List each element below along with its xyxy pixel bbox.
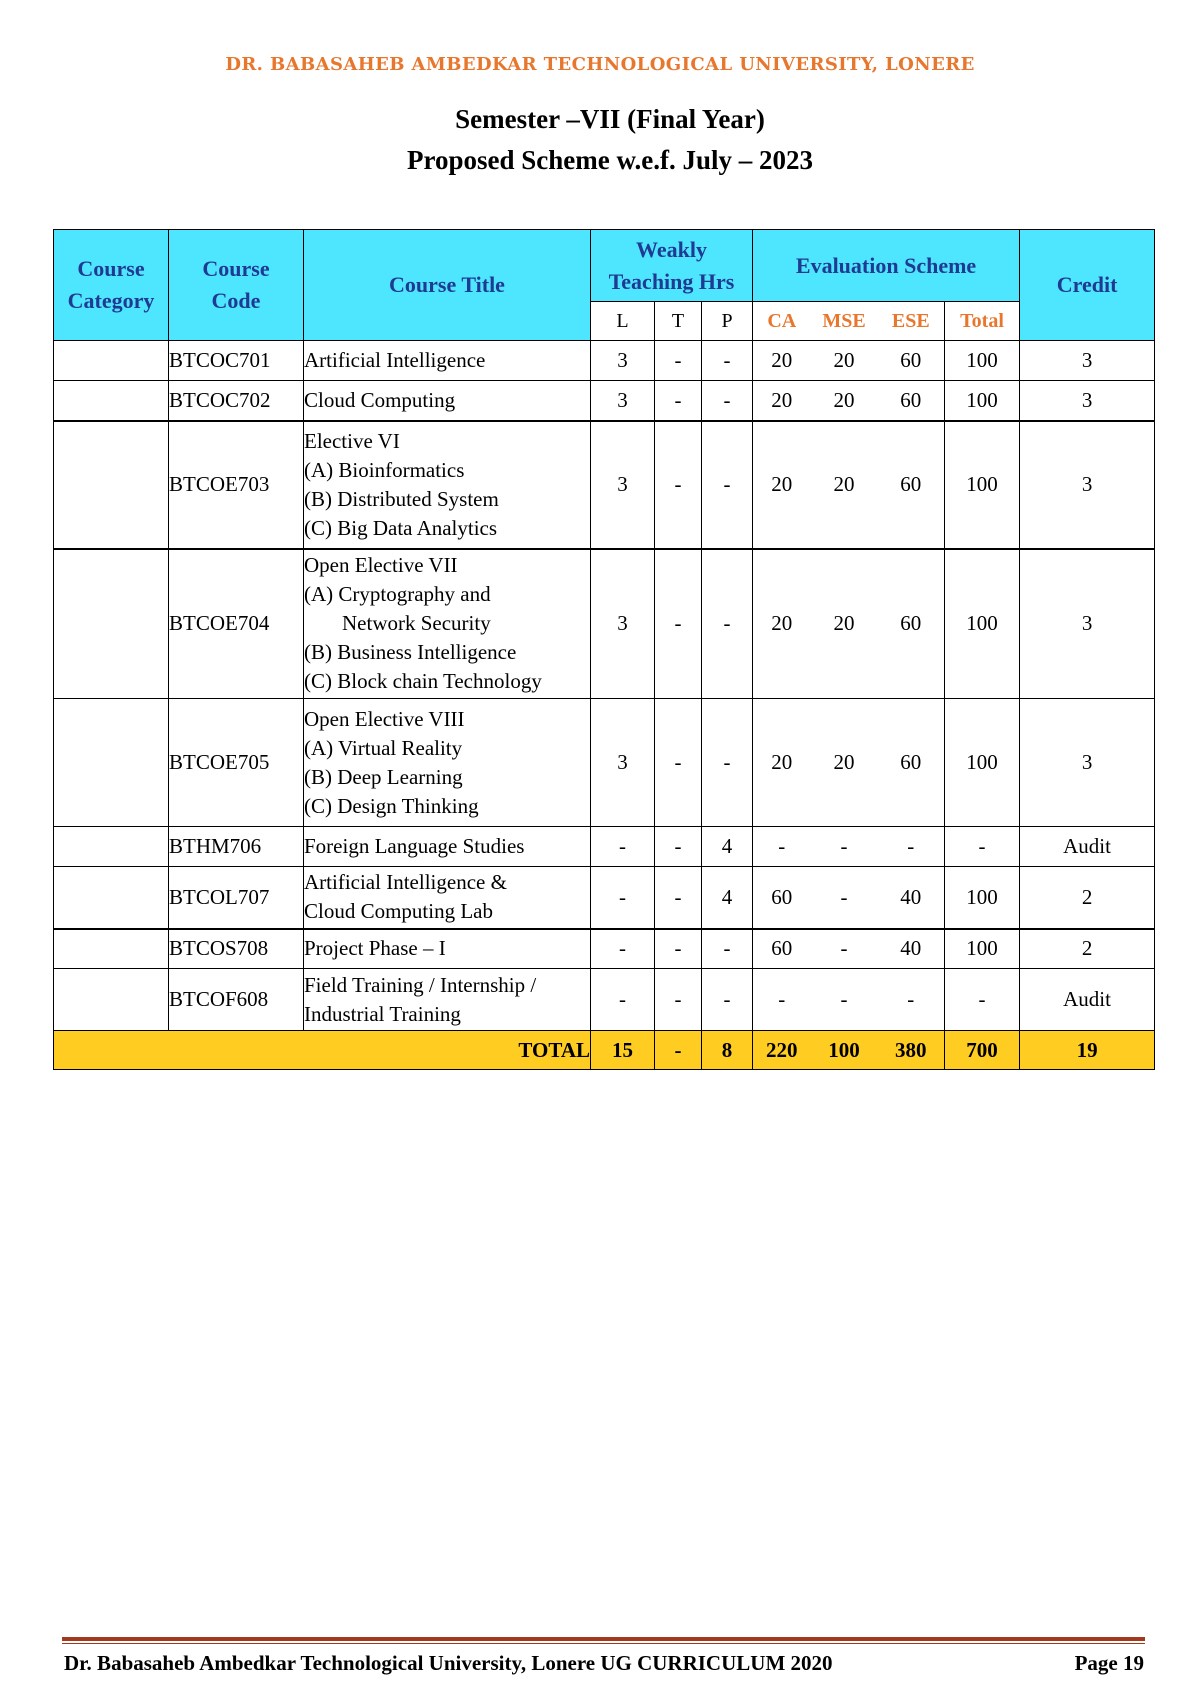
course-code: BTCOC702 [169, 381, 304, 421]
total-total: 700 [945, 1031, 1020, 1070]
credit: Audit [1020, 827, 1155, 867]
hours-p: - [702, 381, 753, 421]
hours-l: 3 [591, 341, 655, 381]
eval-ese: 60 [878, 699, 945, 827]
course-code: BTCOF608 [169, 969, 304, 1031]
eval-ese: 60 [878, 381, 945, 421]
course-title: Open Elective VII (A) Cryptography and Network Security (B) Business Intelligence (C) Block chain Technology [304, 549, 591, 699]
course-category [54, 699, 169, 827]
header-course-category: Course Category [54, 230, 169, 341]
total-mse: 100 [811, 1031, 878, 1070]
header-total: Total [945, 302, 1020, 341]
total-credit: 19 [1020, 1031, 1155, 1070]
eval-mse: 20 [811, 699, 878, 827]
table-row [54, 699, 1155, 827]
header-teaching-hours: Weakly Teaching Hrs [591, 230, 753, 302]
hours-t: - [655, 341, 702, 381]
header-p: P [702, 302, 753, 341]
hours-p: 4 [702, 827, 753, 867]
eval-mse: - [811, 827, 878, 867]
course-title: Project Phase – I [304, 929, 591, 969]
course-category [54, 867, 169, 929]
course-title: Artificial Intelligence [304, 341, 591, 381]
table-row [54, 549, 1155, 699]
course-scheme-table [53, 229, 1155, 1070]
credit: Audit [1020, 969, 1155, 1031]
hours-l: - [591, 929, 655, 969]
course-code: BTCOS708 [169, 929, 304, 969]
table-row [54, 381, 1155, 421]
hours-l: 3 [591, 381, 655, 421]
table-row [54, 827, 1155, 867]
course-code: BTCOL707 [169, 867, 304, 929]
header-ese: ESE [878, 302, 945, 341]
eval-total: - [945, 827, 1020, 867]
total-ca: 220 [753, 1031, 811, 1070]
eval-ese: - [878, 827, 945, 867]
semester-title: Semester –VII (Final Year) [455, 104, 765, 134]
eval-ese: 60 [878, 421, 945, 549]
eval-total: 100 [945, 929, 1020, 969]
course-title: Foreign Language Studies [304, 827, 591, 867]
course-category [54, 549, 169, 699]
header-course-title: Course Title [304, 230, 591, 341]
eval-ese: 60 [878, 549, 945, 699]
footer-rule [62, 1637, 1145, 1641]
course-title: Elective VI (A) Bioinformatics (B) Distributed System (C) Big Data Analytics [304, 421, 591, 549]
eval-ese: - [878, 969, 945, 1031]
course-code: BTCOE704 [169, 549, 304, 699]
hours-t: - [655, 381, 702, 421]
eval-total: 100 [945, 381, 1020, 421]
page-number: Page 19 [1074, 1651, 1144, 1675]
course-category [54, 421, 169, 549]
hours-l: 3 [591, 549, 655, 699]
eval-total: 100 [945, 867, 1020, 929]
eval-total: 100 [945, 699, 1020, 827]
credit: 3 [1020, 421, 1155, 549]
eval-ca: - [753, 827, 811, 867]
total-ese: 380 [878, 1031, 945, 1070]
hours-p: - [702, 969, 753, 1031]
hours-p: - [702, 341, 753, 381]
header-course-code: Course Code [169, 230, 304, 341]
header-mse: MSE [811, 302, 878, 341]
hours-l: 3 [591, 421, 655, 549]
hours-p: - [702, 421, 753, 549]
eval-mse: 20 [811, 421, 878, 549]
hours-l: - [591, 867, 655, 929]
course-code: BTCOE705 [169, 699, 304, 827]
eval-ca: 20 [753, 341, 811, 381]
eval-ese: 60 [878, 341, 945, 381]
total-t: - [655, 1031, 702, 1070]
header-credit: Credit [1020, 230, 1155, 341]
hours-l: - [591, 969, 655, 1031]
eval-ca: 20 [753, 421, 811, 549]
table-row [54, 341, 1155, 381]
course-title: Open Elective VIII (A) Virtual Reality (B) Deep Learning (C) Design Thinking [304, 699, 591, 827]
eval-mse: 20 [811, 381, 878, 421]
eval-total: 100 [945, 549, 1020, 699]
course-category [54, 827, 169, 867]
eval-mse: - [811, 969, 878, 1031]
university-header: DR. BABASAHEB AMBEDKAR TECHNOLOGICAL UNIVERSITY, LONERE [225, 54, 975, 75]
hours-l: - [591, 827, 655, 867]
eval-total: 100 [945, 341, 1020, 381]
course-category [54, 381, 169, 421]
hours-p: - [702, 929, 753, 969]
hours-p: - [702, 699, 753, 827]
credit: 2 [1020, 929, 1155, 969]
course-title: Artificial Intelligence & Cloud Computing Lab [304, 867, 591, 929]
table-row [54, 929, 1155, 969]
course-category [54, 969, 169, 1031]
hours-t: - [655, 929, 702, 969]
credit: 2 [1020, 867, 1155, 929]
hours-t: - [655, 827, 702, 867]
eval-mse: 20 [811, 341, 878, 381]
hours-p: - [702, 549, 753, 699]
table-row [54, 867, 1155, 929]
header-l: L [591, 302, 655, 341]
course-code: BTCOC701 [169, 341, 304, 381]
eval-ese: 40 [878, 929, 945, 969]
eval-ca: 20 [753, 699, 811, 827]
credit: 3 [1020, 341, 1155, 381]
course-code: BTCOE703 [169, 421, 304, 549]
table-row [54, 421, 1155, 549]
eval-ca: 60 [753, 867, 811, 929]
hours-p: 4 [702, 867, 753, 929]
eval-mse: 20 [811, 549, 878, 699]
course-code: BTHM706 [169, 827, 304, 867]
eval-ca: 20 [753, 549, 811, 699]
course-title: Cloud Computing [304, 381, 591, 421]
hours-t: - [655, 549, 702, 699]
hours-l: 3 [591, 699, 655, 827]
footer-curriculum: Dr. Babasaheb Ambedkar Technological University, Lonere UG CURRICULUM 2020 [64, 1651, 833, 1675]
hours-t: - [655, 969, 702, 1031]
hours-t: - [655, 421, 702, 549]
credit: 3 [1020, 699, 1155, 827]
total-row [54, 1031, 1155, 1070]
total-label: TOTAL [54, 1031, 591, 1070]
eval-mse: - [811, 929, 878, 969]
hours-t: - [655, 867, 702, 929]
header-ca: CA [753, 302, 811, 341]
total-p: 8 [702, 1031, 753, 1070]
credit: 3 [1020, 549, 1155, 699]
eval-total: - [945, 969, 1020, 1031]
eval-ca: - [753, 969, 811, 1031]
eval-ca: 20 [753, 381, 811, 421]
hours-t: - [655, 699, 702, 827]
header-evaluation-scheme: Evaluation Scheme [753, 230, 1020, 302]
table-row [54, 969, 1155, 1031]
header-t: T [655, 302, 702, 341]
credit: 3 [1020, 381, 1155, 421]
course-title: Field Training / Internship / Industrial Training [304, 969, 591, 1031]
course-category [54, 341, 169, 381]
eval-mse: - [811, 867, 878, 929]
footer-rule-thin [62, 1643, 1145, 1644]
eval-total: 100 [945, 421, 1020, 549]
total-l: 15 [591, 1031, 655, 1070]
course-category [54, 929, 169, 969]
eval-ca: 60 [753, 929, 811, 969]
scheme-title: Proposed Scheme w.e.f. July – 2023 [407, 145, 813, 175]
eval-ese: 40 [878, 867, 945, 929]
